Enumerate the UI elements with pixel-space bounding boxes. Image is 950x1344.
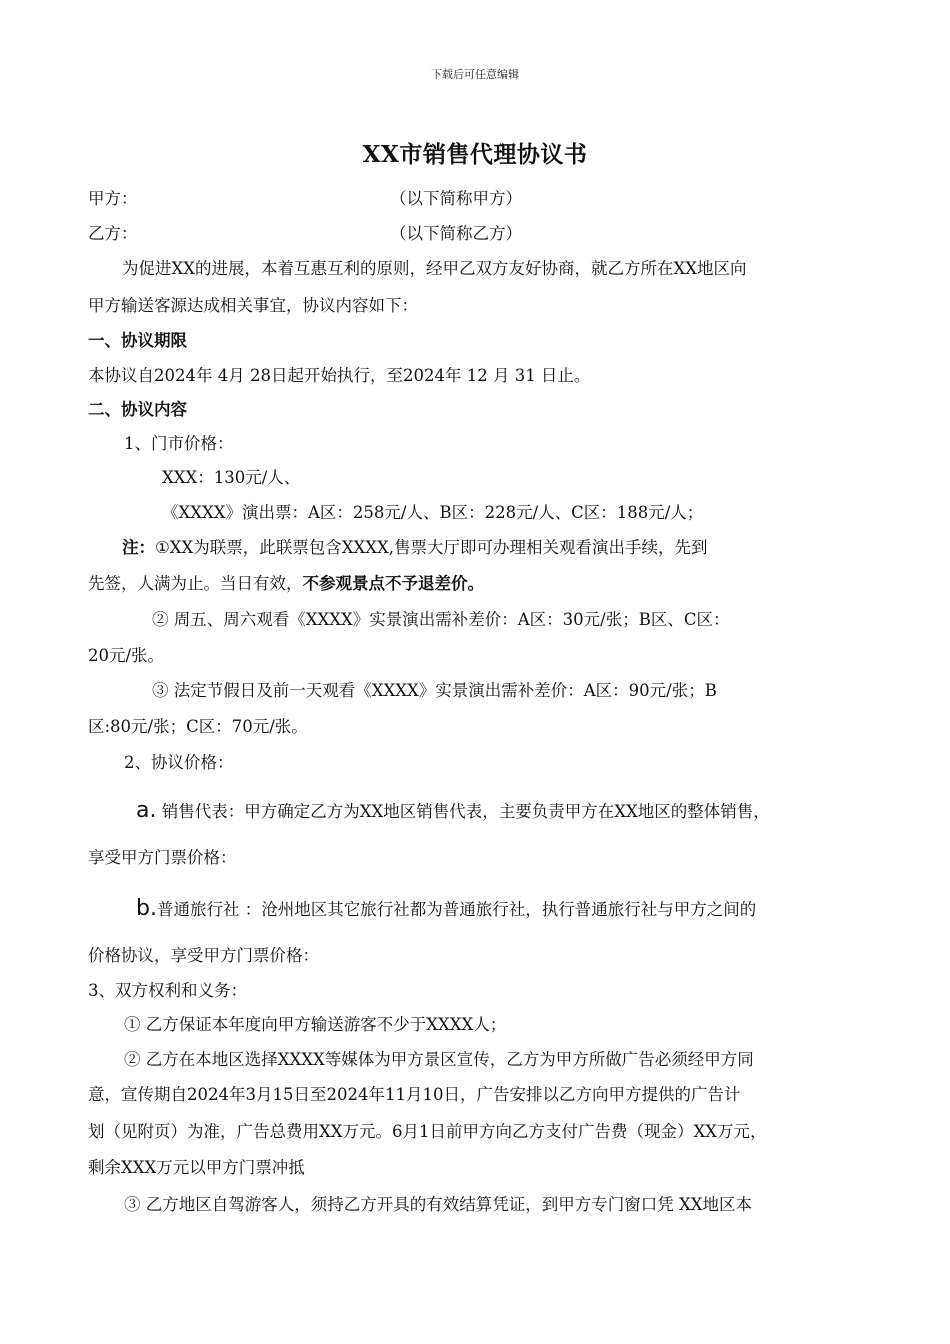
duty-2-line-1: ② 乙方在本地区选择XXXX等媒体为甲方景区宣传，乙方为甲方所做广告必须经甲方同 [124,1050,754,1069]
note-1b: 先签，人满为止。当日有效， [88,574,303,593]
note-line-1 [122,540,708,557]
item-rights-duties: 3、双方权利和义务： [88,981,247,1000]
party-a-label: 甲方： [88,189,138,208]
party-a-note: （以下简称甲方） [390,189,522,208]
section-heading-term: 一、协议期限 [88,331,187,350]
duty-3-line-1: ③ 乙方地区自驾游客人，须持乙方开具的有效结算凭证，到甲方专门窗口凭 XX地区本 [124,1195,752,1214]
duty-2-line-4: 剩余XXX万元以甲方门票冲抵 [88,1158,305,1177]
document-title: XX市销售代理协议书 [362,141,588,168]
note-label: 注： [122,538,155,557]
clause-b-text: 普通旅行社 ：沧州地区其它旅行社都为普通旅行社，执行普通旅行社与甲方之间的 [156,900,757,919]
price-line-1: XXX：130元/人、 [162,468,301,487]
party-b-note: （以下简称乙方） [390,224,522,243]
item-agreement-price: 2、协议价格： [124,753,234,772]
clause-a-letter: a. [136,798,157,823]
clause-a-line-2: 享受甲方门票价格： [88,848,237,867]
page-header: 下载后可任意编辑 [431,68,519,81]
party-b-label: 乙方： [88,224,138,243]
clause-a-line-1 [136,800,770,822]
clause-b-line-1 [136,898,756,920]
clause-b-line-2: 价格协议，享受甲方门票价格： [88,946,319,965]
price-line-2: 《XXXX》演出票：A区：258元/人、B区：228元/人、C区：188元/人； [162,503,704,522]
duty-1: ① 乙方保证本年度向甲方输送游客不少于XXXX人； [124,1015,507,1034]
duty-2-line-2: 意，宣传期自2024年3月15日至2024年11月10日，广告安排以乙方向甲方提供的广告计 [88,1085,741,1104]
term-text: 本协议自2024年 4月 28日起开始执行，至2024年 12 月 31 日止。 [88,366,591,385]
clause-b-letter: b. [136,896,157,921]
note-line-2 [88,576,484,593]
note-3b: 区:80元/张；C区：70元/张。 [88,717,308,736]
intro-line-2: 甲方输送客源达成相关事宜，协议内容如下： [88,296,418,315]
note-1b-bold: 不参观景点不予退差价。 [302,574,484,593]
intro-line-1: 为促进XX的进展，本着互惠互利的原则，经甲乙双方友好协商，就乙方所在XX地区向 [122,259,747,278]
note-2b: 20元/张。 [88,646,165,665]
clause-a-text: 销售代表：甲方确定乙方为XX地区销售代表，主要负责甲方在XX地区的整体销售， [156,802,770,821]
note-2a: ② 周五、周六观看《XXXX》实景演出需补差价：A区：30元/张；B区、C区： [152,610,730,629]
note-3a: ③ 法定节假日及前一天观看《XXXX》实景演出需补差价：A区：90元/张；B [152,681,717,700]
section-heading-content: 二、协议内容 [88,400,187,419]
note-1a: ①XX为联票，此联票包含XXXX,售票大厅即可办理相关观看演出手续，先到 [155,538,708,557]
item-retail-price: 1、门市价格： [124,434,234,453]
duty-2-line-3: 划（见附页）为准，广告总费用XX万元。6月1日前甲方向乙方支付广告费（现金）XX万元， [88,1122,767,1141]
